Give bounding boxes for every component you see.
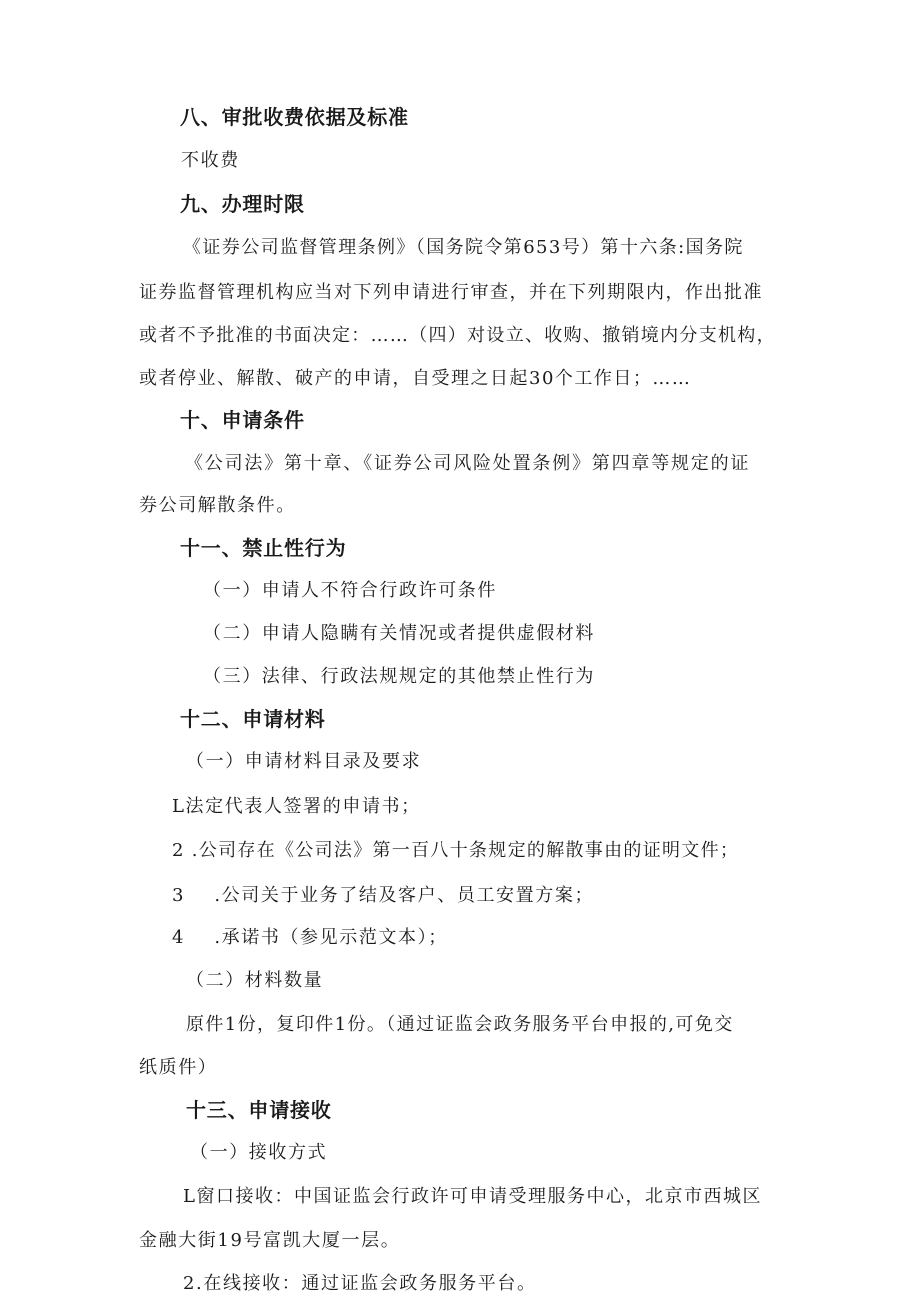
section-9-heading: 九、办理时限 bbox=[180, 192, 305, 216]
section-13-paragraph-line: L窗口接收：中国证监会行政许可申请受理服务中心，北京市西城区 bbox=[183, 1186, 762, 1207]
section-9-paragraph-line: 或者不予批准的书面决定：……（四）对设立、收购、撤销境内分支机构， bbox=[139, 325, 776, 346]
section-13-paragraph-line: 金融大街19号富凯大厦一层。 bbox=[139, 1230, 401, 1251]
section-13-subheading: （一）接收方式 bbox=[190, 1142, 328, 1163]
section-9-paragraph-line: 《证券公司监督管理条例》（国务院令第653号）第十六条:国务院 bbox=[183, 237, 744, 258]
section-10-heading: 十、申请条件 bbox=[180, 408, 305, 432]
section-12-paragraph-line: 纸质件） bbox=[139, 1057, 218, 1078]
section-12-heading: 十二、申请材料 bbox=[180, 707, 326, 731]
section-8-text: 不收费 bbox=[181, 150, 240, 171]
section-12-list-item: 4 .承诺书（参见示范文本）； bbox=[172, 927, 448, 948]
section-11-item: （一）申请人不符合行政许可条件 bbox=[203, 580, 497, 601]
section-12-list-item: 3 .公司关于业务了结及客户、员工安置方案； bbox=[172, 885, 595, 906]
section-11-item: （三）法律、行政法规规定的其他禁止性行为 bbox=[203, 666, 595, 687]
section-10-paragraph-line: 《公司法》第十章、《证券公司风险处置条例》第四章等规定的证 bbox=[185, 453, 751, 474]
section-11-item: （二）申请人隐瞒有关情况或者提供虚假材料 bbox=[203, 623, 595, 644]
section-13-paragraph-line: 2.在线接收：通过证监会政务服务平台。 bbox=[183, 1273, 537, 1294]
section-12-paragraph-line: 原件1份，复印件1份。（通过证监会政务服务平台申报的,可免交 bbox=[186, 1014, 734, 1035]
section-9-paragraph-line: 证券监督管理机构应当对下列申请进行审查，并在下列期限内，作出批准 bbox=[139, 282, 763, 303]
section-10-paragraph-line: 券公司解散条件。 bbox=[139, 495, 296, 516]
section-12-subheading: （一）申请材料目录及要求 bbox=[186, 751, 422, 772]
section-12-list-item: L法定代表人签署的申请书； bbox=[172, 796, 421, 817]
section-12-subheading: （二）材料数量 bbox=[186, 970, 324, 991]
section-11-heading: 十一、禁止性行为 bbox=[180, 536, 347, 560]
section-12-list-item: 2 .公司存在《公司法》第一百八十条规定的解散事由的证明文件； bbox=[172, 840, 740, 861]
section-8-heading: 八、审批收费依据及标准 bbox=[180, 105, 409, 129]
section-13-heading: 十三、申请接收 bbox=[186, 1098, 332, 1122]
section-9-paragraph-line: 或者停业、解散、破产的申请，自受理之日起30个工作日；…… bbox=[139, 368, 692, 389]
